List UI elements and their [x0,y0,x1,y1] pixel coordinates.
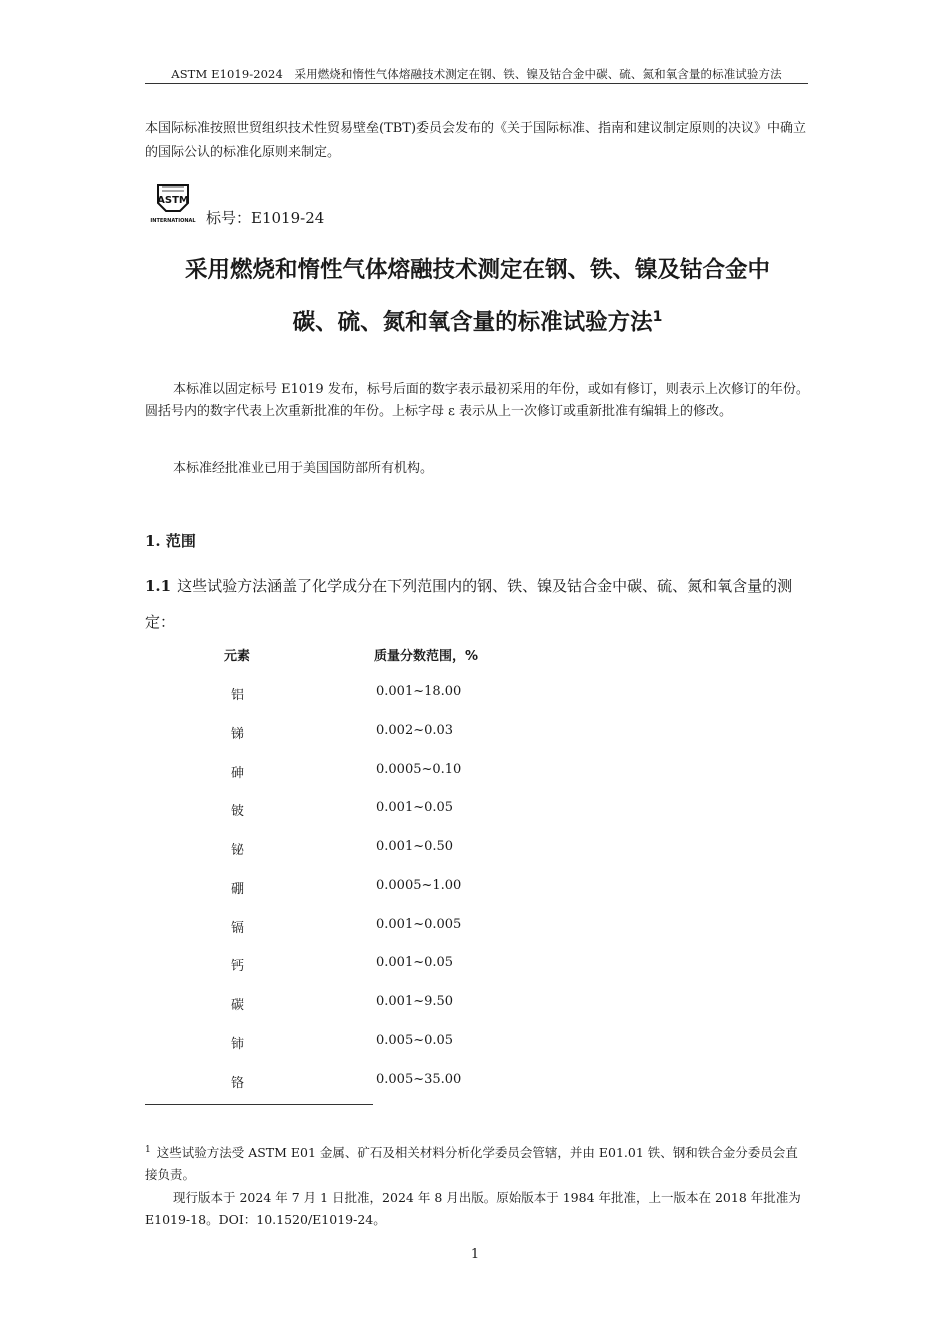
dod-approval-note: 本标准经批准业已用于美国国防部所有机构。 [173,461,434,476]
astm-logo [150,181,196,225]
element-cell: 镉 [231,921,245,936]
element-cell: 铈 [231,1037,245,1052]
page-number: 1 [470,1247,480,1262]
clause-number: 1.1 [145,577,172,595]
table-row [0,762,950,782]
designation: 标号：E1019-24 [206,209,325,227]
title-footnote-mark: 1 [652,309,663,325]
element-cell: 碳 [231,998,245,1013]
element-cell: 铬 [231,1076,245,1091]
table-row [0,800,950,820]
range-cell: 0.002~0.03 [376,723,454,738]
range-cell: 0.001~18.00 [376,684,462,699]
logo-text-top: ASTM [157,195,189,206]
designation-note: 本标准以固定标号 E1019 发布，标号后面的数字表示最初采用的年份，或如有修订，则表示上次修订的年份。圆括号内的数字代表上次重新批准的年份。上标字母 ε 表示从上一次修订或重新批准有编辑上的修改。 [145,382,809,419]
table-header-element: 元素 [224,649,251,664]
astm-logo-mark [157,185,189,211]
table-header-range: 质量分数范围，% [374,649,479,664]
table-row [0,955,950,975]
table-row [0,1033,950,1053]
element-cell: 砷 [231,766,245,781]
table-row [0,723,950,743]
range-cell: 0.0005~0.10 [376,762,462,777]
title-line-2-text: 碳、硫、氮和氧含量的标准试验方法 [292,309,653,336]
footnote-1 [145,1139,810,1186]
logo-text-bottom: INTERNATIONAL [150,218,196,224]
element-cell: 铍 [231,804,245,819]
range-cell: 0.001~0.05 [376,955,454,970]
table-row [0,1072,950,1092]
clause-text: 这些试验方法涵盖了化学成分在下列范围内的钢、铁、镍及钴合金中碳、硫、氮和氧含量的测定： [145,577,793,631]
title-line-2 [140,294,815,347]
range-cell: 0.005~0.05 [376,1033,454,1048]
document-title [140,247,815,347]
running-header: ASTM E1019-2024 采用燃烧和惰性气体熔融技术测定在钢、铁、镍及钴合金中碳、硫、氮和氧含量的标准试验方法 [171,67,782,81]
clause-1-1 [145,568,810,640]
title-line-1: 采用燃烧和惰性气体熔融技术测定在钢、铁、镍及钴合金中 [184,257,770,283]
table-row [0,684,950,704]
section-1-heading [145,530,196,551]
range-cell: 0.001~0.005 [376,917,462,932]
footnote-mark: 1 [145,1145,151,1155]
intro-paragraph: 本国际标准按照世贸组织技术性贸易壁垒(TBT)委员会发布的《关于国际标准、指南和建议制定原则的决议》中确立的国际公认的标准化原则来制定。 [145,121,807,160]
table-row [0,839,950,859]
element-cell: 铝 [231,688,245,703]
element-cell: 锑 [231,727,245,742]
element-cell: 硼 [231,882,245,897]
range-cell: 0.0005~1.00 [376,878,462,893]
section-title: 范围 [165,532,196,550]
element-cell: 钙 [231,959,245,974]
range-cell: 0.001~0.50 [376,839,454,854]
element-cell: 铋 [231,843,245,858]
range-cell: 0.001~9.50 [376,994,454,1009]
table-row [0,994,950,1014]
table-row [0,878,950,898]
header-rule [145,83,808,84]
range-cell: 0.005~35.00 [376,1072,462,1087]
table-row [0,917,950,937]
footnote-rule [145,1104,373,1105]
range-cell: 0.001~0.05 [376,800,454,815]
footnote-text: 这些试验方法受 ASTM E01 金属、矿石及相关材料分析化学委员会管辖，并由 E01.01 铁、钢和铁合金分委员会直接负责。 [145,1145,798,1183]
footnote-version-note: 现行版本于 2024 年 7 月 1 日批准，2024 年 8 月出版。原始版本于 1984 年批准，上一版本在 2018 年批准为 E1019-18。DOI：10.1520/E1019-24。 [145,1190,801,1227]
section-number: 1. [145,532,161,550]
